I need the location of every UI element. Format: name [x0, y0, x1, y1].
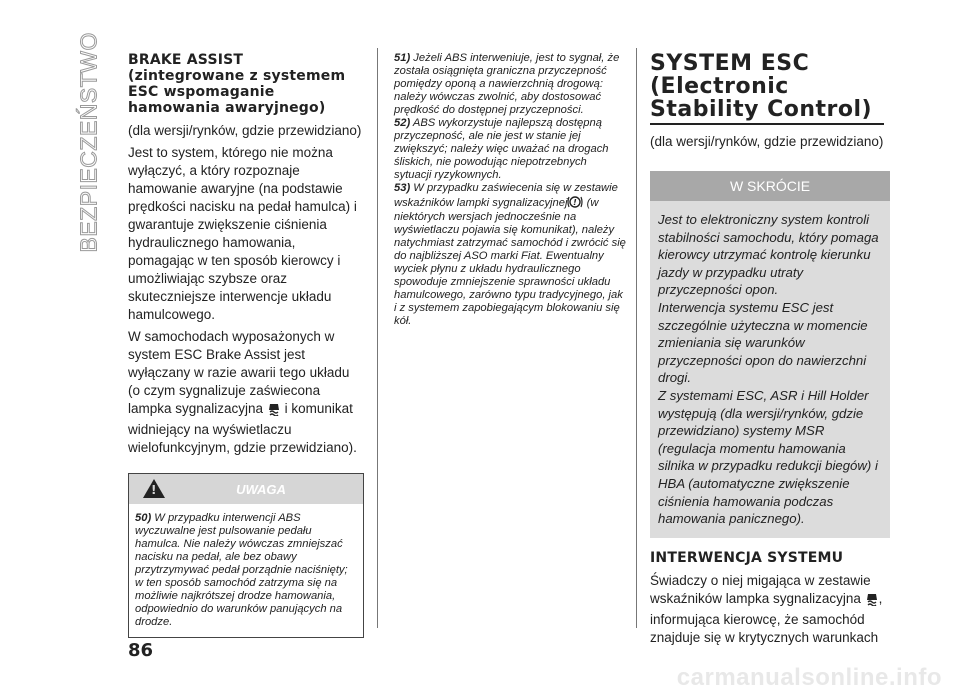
column-3 [650, 52, 890, 651]
note-52: 52) ABS wykorzystuje najlepszą dostępną przyczepność, ale nie jest w stanie jej zwiększyć; należy więc uważać na drogach śliskich, nie powodując niepotrzebnych sytuacji ryzykownych. [394, 117, 609, 181]
warning-box [128, 473, 364, 638]
esc-availability: (dla wersji/rynków, gdzie przewidziano) [650, 134, 884, 149]
intervention-heading: INTERWENCJA SYSTEMU [650, 549, 844, 566]
svg-text:!: ! [573, 198, 578, 207]
page-number: 86 [128, 640, 154, 661]
intervention-paragraph: Świadczy o niej migająca w zestawie wskaźników lampka sygnalizacyjna , informująca kierowcę, że samochód znajduje się w krytycznych warunkach [650, 572, 883, 645]
summary-paragraph-1: Jest to elektroniczny system kontroli stabilności samochodu, który pomaga kierowcy utrzymać kontrolę kierunku jazdy w przypadku utraty przyczepności opon. [658, 212, 879, 298]
watermark: carmanualsonline.info [676, 664, 942, 691]
heading-underline [650, 123, 884, 125]
brake-assist-paragraph-1: Jest to system, którego nie można wyłączyć, a który rozpoznaje hamowanie awaryjne (na podstawie prędkości nacisku na pedał hamulca) i gwarantuje zwiększenie ciśnienia hydraulicznego hamowania, pomagając w ten sposób kierowcy i umożliwiając szybsze oraz skuteczniejsze interwencje układu hamulcowego. [128, 145, 357, 322]
esc-heading: SYSTEM ESC (Electronic Stability Control) [650, 51, 873, 122]
brake-assist-heading: BRAKE ASSIST (zintegrowane z systemem ESC wspomaganie hamowania awaryjnego) [128, 52, 346, 116]
column-1 [128, 52, 364, 638]
section-title: BEZPIECZEŃSTWO [75, 32, 102, 253]
note-50: 50) W przypadku interwencji ABS wyczuwalne jest pulsowanie pedału hamulca. Nie należy wówczas zmniejszać nacisku na pedał, ale bez obawy przytrzymywać pedał porządnie naciśnięty; w ten sposób samochód zatrzyma się na możliwie najkrótszej drodze hamowania, odpowiednio do warunków panujących na drodze. [135, 512, 348, 628]
column-divider [636, 48, 637, 628]
summary-paragraph-2: Interwencja systemu ESC jest szczególnie użyteczna w momencie zmieniania się warunków przyczepności opon do nawierzchni drogi. [658, 299, 868, 386]
note-51: 51) Jeżeli ABS interweniuje, jest to sygnał, że została osiągnięta graniczna przyczepność pomiędzy oponą a nawierzchnią drogową: należy wówczas zwolnić, aby dostosować prędkość do dostępnej przyczepności. [394, 52, 620, 116]
side-tab [74, 32, 104, 254]
summary-paragraph-3: Z systemami ESC, ASR i Hill Holder występują (dla wersji/rynków, gdzie przewidziano) systemy MSR (regulacja momentu hamowania silnika w przypadku redukcji biegów) i HBA (automatyczne zwiększenie ciśnienia hamowania podczas hamowania panicznego). [658, 387, 878, 527]
note-53: 53) W przypadku zaświecenia się w zestawie wskaźników lampki sygnalizacyjnej ! (w niektórych wersjach jednocześnie na wyświetlaczu pojawia się komunikat), należy natychmiast zatrzymać samochód i zwrócić się do najbliższej ASO marki Fiat. Ewentualny wyciek płynu z układu hydraulicznego spowoduje zmniejszenie sprawności układu hamulcowego, zarówno typu tradycyjnego, jak i z systemem zapobiegającym blokowaniu się kół. [394, 182, 626, 327]
esc-warning-lamp-icon [865, 592, 879, 611]
esc-warning-lamp-icon [267, 402, 281, 421]
warning-title: UWAGA [236, 482, 286, 497]
column-2 [394, 52, 626, 328]
brake-assist-availability: (dla wersji/rynków, gdzie przewidziano) [128, 123, 362, 138]
warning-box-header [129, 474, 363, 504]
brake-assist-paragraph-2: W samochodach wyposażonych w system ESC Brake Assist jest wyłączany w razie awarii tego układu (o czym sygnalizuje zaświecona lampka sygnalizacyjna i komunikat widniejący na wyświetlaczu wielofunkcyjnym, gdzie przewidziano). [128, 329, 357, 455]
summary-box [650, 171, 890, 538]
column-divider [377, 48, 378, 628]
brake-warning-lamp-icon [567, 195, 583, 211]
summary-box-title: W SKRÓCIE [650, 171, 890, 201]
